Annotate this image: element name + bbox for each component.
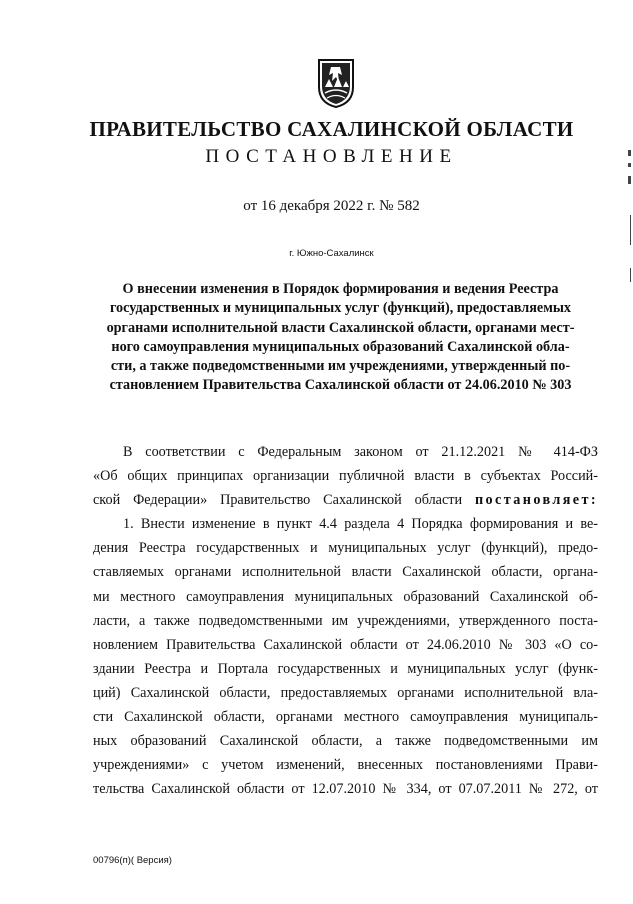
heading-line: сти, а также подведомственными им учреждениями, утвержденный по- xyxy=(110,358,571,375)
paragraph-line: ных образований Сахалинской области, а также подведомственными им xyxy=(93,733,598,750)
paragraph-line: ставляемых органами исполнительной власти Сахалинской области, органа- xyxy=(93,564,598,581)
scan-margin-mark xyxy=(630,215,631,245)
paragraph-line: ласти, а также подведомственными им учреждениями, утвержденного поста- xyxy=(93,612,598,629)
heading-line: ного самоуправления муниципальных образований Сахалинской обла- xyxy=(111,338,570,355)
paragraph-line: дения Реестра государственных и муниципальных услуг (функций), предо- xyxy=(93,540,598,557)
preamble-line-decree xyxy=(93,488,598,512)
heading-line: государственных и муниципальных услуг (функций), предоставляемых xyxy=(109,300,572,317)
heading-line: становлением Правительства Сахалинской области от 24.06.2010 № 303 xyxy=(109,377,572,394)
heading-line: О внесении изменения в Порядок формирования и ведения Реестра xyxy=(122,281,559,297)
preamble-text: ской Федерации» Правительство Сахалинской области xyxy=(93,492,463,509)
paragraph-line: сти Сахалинской области, органами местного самоуправления муниципаль- xyxy=(93,709,598,726)
document-city: г. Южно-Сахалинск xyxy=(289,248,374,259)
scan-margin-mark xyxy=(628,150,631,156)
document-type: ПОСТАНОВЛЕНИЕ xyxy=(205,146,458,167)
heading-line: органами исполнительной власти Сахалинской области, органами мест- xyxy=(106,319,575,336)
paragraph-line: здании Реестра и Портала государственных и муниципальных услуг (функ- xyxy=(93,660,598,677)
document-heading xyxy=(88,280,593,396)
paragraph-line: 1. Внести изменение в пункт 4.4 раздела 4 Порядка формирования и ве- xyxy=(123,516,598,533)
paragraph-line: ми местного самоуправления муниципальных образований Сахалинской об- xyxy=(93,588,598,605)
preamble-line: «Об общих принципах организации публичной власти в субъектах Россий- xyxy=(93,468,598,485)
scan-margin-mark xyxy=(628,176,631,184)
document-body xyxy=(93,440,598,801)
government-title: ПРАВИТЕЛЬСТВО САХАЛИНСКОЙ ОБЛАСТИ xyxy=(89,117,574,141)
paragraph-line: учреждениями» с учетом изменений, внесенных постановлениями Прави- xyxy=(93,757,598,774)
scan-margin-mark xyxy=(630,268,631,282)
document-date-number: от 16 декабря 2022 г. № 582 xyxy=(243,198,420,214)
paragraph-line: новлением Правительства Сахалинской области от 24.06.2010 № 303 «О со- xyxy=(93,636,598,653)
scan-margin-mark xyxy=(628,163,631,167)
preamble-line: В соответствии с Федеральным законом от 21.12.2021 № 414-ФЗ xyxy=(123,444,598,460)
paragraph-line: ций) Сахалинской области, предоставляемых органами исполнительной вла- xyxy=(93,684,598,701)
decree-keyword: постановляет: xyxy=(474,492,598,509)
paragraph-line: тельства Сахалинской области от 12.07.2010 № 334, от 07.07.2011 № 272, от xyxy=(93,781,598,798)
document-version-code: 00796(п)( Версия) xyxy=(93,855,172,866)
sakhalin-coat-of-arms-icon xyxy=(315,57,357,109)
